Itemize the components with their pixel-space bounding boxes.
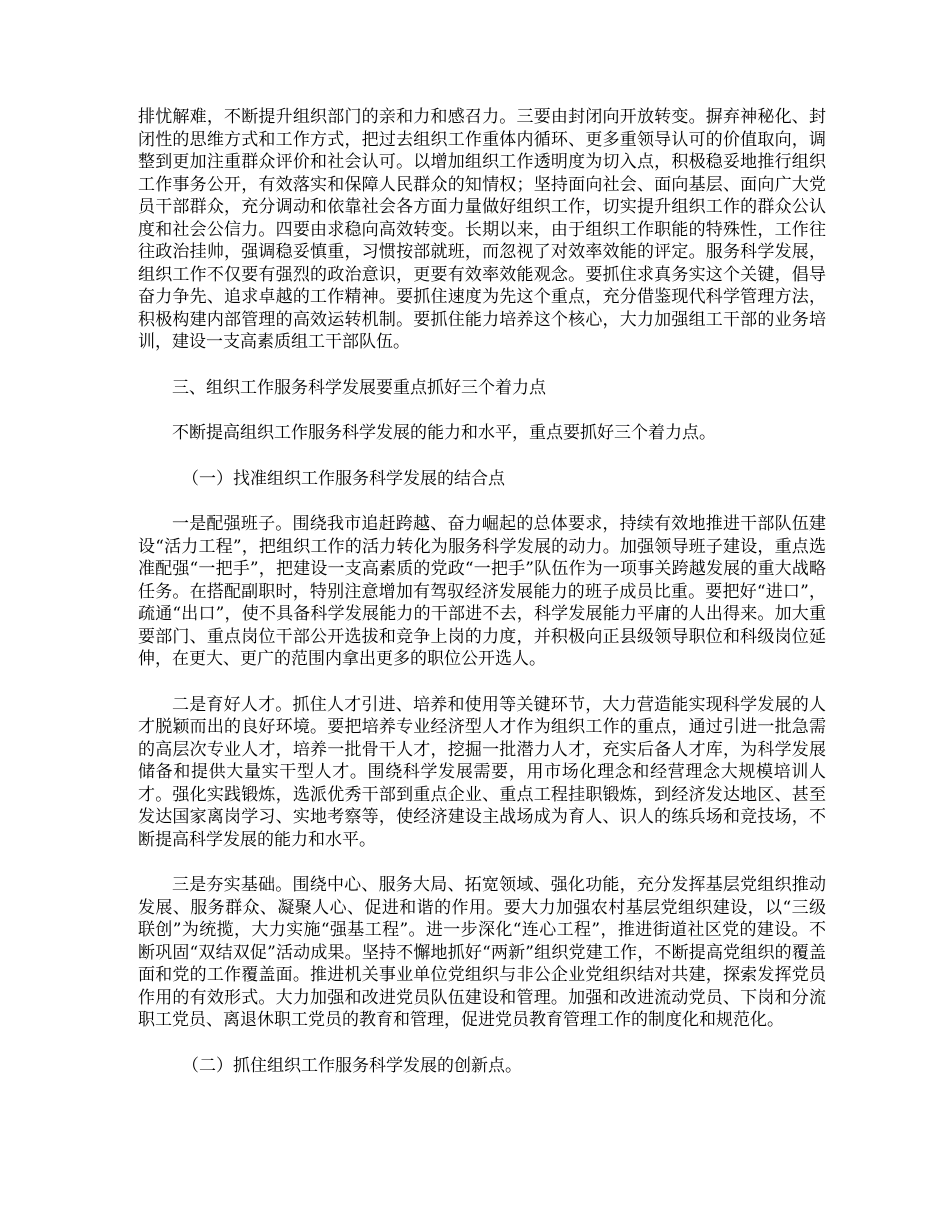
paragraph-intro: 不断提高组织工作服务科学发展的能力和水平，重点要抓好三个着力点。 [172, 423, 716, 443]
paragraph-continuation: 排忧解难，不断提升组织部门的亲和力和感召力。三要由封闭向开放转变。摒弃神秘化、封闭性的思维方式和工作方式，把过去组织工作重体内循环、更多重领导认可的价值取向，调整到更加注重群众评价和社会认可。以增加组织工作透明度为切入点，积极稳妥地推行组织工作事务公开，有效落实和保障人民群众的知情权；坚持面向社会、面向基层、面向广大党员干部群众，充分调动和依靠社会各方面力量做好组织工作，切实提升组织工作的群众公认度和社会公信力。四要由求稳向高效转变。长期以来，由于组织工作职能的特殊性，工作往往政治挂帅，强调稳妥慎重，习惯按部就班，而忽视了对效率效能的评定。服务科学发展，组织工作不仅要有强烈的政治意识，更要有效率效能观念。要抓住求真务实这个关键，倡导奋力争先、追求卓越的工作精神。要抓住速度为先这个重点，充分借鉴现代科学管理方法，积极构建内部管理的高效运转机制。要抓住能力培养这个核心，大力加强组工干部的业务培训，建设一支高素质组工干部队伍。 [138, 107, 826, 352]
document-body [138, 106, 826, 1100]
section-heading-three: 三、组织工作服务科学发展要重点抓好三个着力点 [172, 377, 546, 398]
paragraph-talent: 二是育好人才。抓住人才引进、培养和使用等关键环节，大力营造能实现科学发展的人才脱颖而出的良好环境。要把培养专业经济型人才作为组织工作的重点，通过引进一批急需的高层次专业人才，培养一批骨干人才，挖掘一批潜力人才，充实后备人才库，为科学发展储备和提供大量实干型人才。围绕科学发展需要，用市场化理念和经营理念大规模培训人才。强化实践锻炼，选派优秀干部到重点企业、重点工程挂职锻炼，到经济发达地区、甚至发达国家离岗学习、实地考察等，使经济建设主战场成为育人、识人的练兵场和竞技场，不断提高科学发展的能力和水平。 [138, 694, 826, 850]
subheading-one: （一）找准组织工作服务科学发展的结合点 [182, 468, 505, 489]
subheading-two: （二）抓住组织工作服务科学发展的创新点。 [182, 1055, 522, 1076]
paragraph-team: 一是配强班子。围绕我市追赶跨越、奋力崛起的总体要求，持续有效地推进干部队伍建设“活力工程”，把组织工作的活力转化为服务科学发展的动力。加强领导班子建设，重点选准配强“一把手”，把建设一支高素质的党政“一把手”队伍作为一项事关跨越发展的重大战略任务。在搭配副职时，特别注意增加有驾驭经济发展能力的班子成员比重。要把好“进口”，疏通“出口”，使不具备科学发展能力的干部进不去，科学发展能力平庸的人出得来。加大重要部门、重点岗位干部公开选拔和竞争上岗的力度，并积极向正县级领导职位和科级岗位延伸，在更大、更广的范围内拿出更多的职位公开选人。 [138, 514, 826, 669]
paragraph-foundation: 三是夯实基础。围绕中心、服务大局、拓宽领域、强化功能，充分发挥基层党组织推动发展、服务群众、凝聚人心、促进和谐的作用。要大力加强农村基层党组织建设，以“三级联创”为统揽，大力实施“强基工程”。进一步深化“连心工程”，推进街道社区党的建设。不断巩固“双结双促”活动成果。坚持不懈地抓好“两新”组织党建工作，不断提高党组织的覆盖面和党的工作覆盖面。推进机关事业单位党组织与非公企业党组织结对共建，探索发挥党员作用的有效形式。大力加强和改进党员队伍建设和管理。加强和改进流动党员、下岗和分流职工党员、离退休职工党员的教育和管理，促进党员教育管理工作的制度化和规范化。 [138, 875, 826, 1030]
